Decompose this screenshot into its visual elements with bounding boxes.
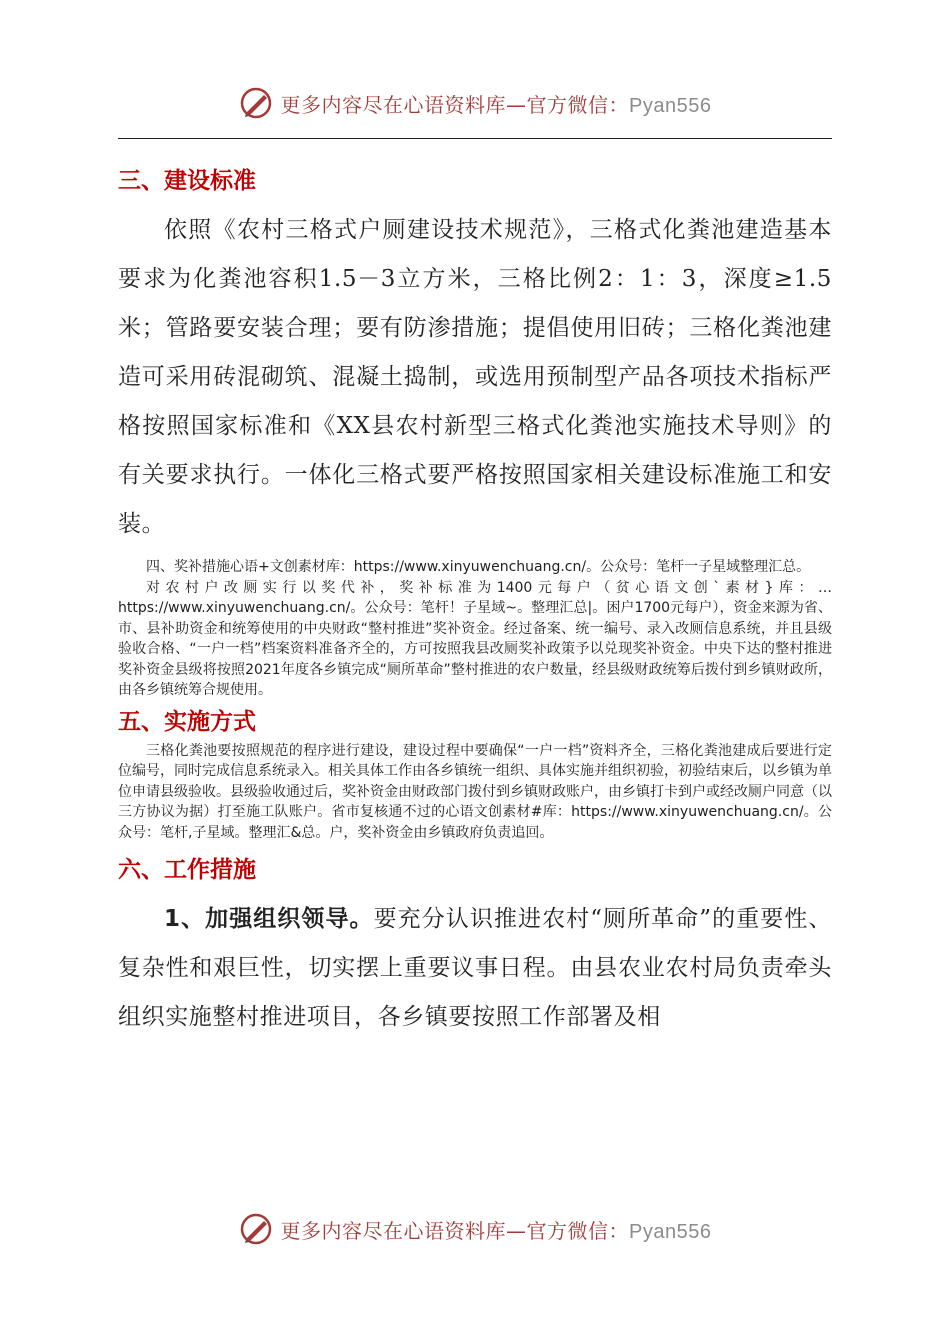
pen-logo-icon <box>239 86 273 120</box>
header-rule <box>118 138 832 139</box>
section-heading-5: 五、实施方式 <box>118 708 256 735</box>
section-3-paragraph: 依照《农村三格式户厕建设技术规范》，三格式化粪池建造基本要求为化粪池容积1.5－3立方米，三格比例2：1：3，深度≥1.5米；管路要安装合理；要有防渗措施；提倡使用旧砖；三格化粪池建造可采用砖混砌筑、混凝土捣制，或选用预制型产品各项技术指标严格按照国家标准和《XX县农村新型三格式化粪池实施技术导则》的有关要求执行。一体化三格式要严格按照国家相关建设标准施工和安装。 <box>118 217 832 537</box>
section-4-heading-line: 四、奖补措施心语+文创素材库：https://www.xinyuwenchuang.cn/。公众号：笔杆一子星域整理汇总。 <box>146 559 811 575</box>
banner-text: 更多内容尽在心语资料库—官方微信： <box>280 92 630 117</box>
section-6-paragraph <box>118 895 832 1042</box>
pen-logo-icon <box>239 1212 273 1246</box>
measure-1-lead: 1、加强组织领导。 <box>164 906 374 932</box>
section-heading-6: 六、工作措施 <box>118 857 256 883</box>
wechat-id: Pyan556 <box>629 1220 712 1243</box>
section-heading-3: 三、建设标准 <box>118 168 256 194</box>
wechat-id: Pyan556 <box>629 94 712 117</box>
document-body <box>118 164 832 1042</box>
footer-banner <box>0 1204 950 1254</box>
section-4-paragraph: 对农村户改厕实行以奖代补，奖补标准为1400元每户（贫心语文创`素材}库：…https://www.xinyuwenchuang.cn/。公众号：笔杆！子星域~。整理汇总|。困户1700元每户），资金来源为省、市、县补助资金和统筹使用的中央财政“整村推进”奖补资金。经过备案、统一编号、录入改厕信息系统，并且县级验收合格、“一户一档”档案资料准备齐全的，方可按照我县改厕奖补政策予以兑现奖补资金。中央下达的整村推进奖补资金县级将按照2021年度各乡镇完成“厕所革命”整村推进的农户数量，经县级财政统筹后拨付到乡镇财政所，由各乡镇统筹合规使用。 <box>118 579 832 698</box>
banner-text: 更多内容尽在心语资料库—官方微信： <box>280 1218 630 1243</box>
header-banner <box>0 78 950 128</box>
measure-1-body: 要充分认识推进农村“厕所革命”的重要性、复杂性和艰巨性，切实摆上重要议事日程。由县农业农村局负责牵头组织实施整村推进项目，各乡镇要按照工作部署及相 <box>118 906 832 1030</box>
section-5-paragraph: 三格化粪池要按照规范的程序进行建设，建设过程中要确保“一户一档”资料齐全，三格化粪池建成后要进行定位编号，同时完成信息系统录入。相关具体工作由各乡镇统一组织、具体实施并组织初验，初验结束后，以乡镇为单位申请县级验收。县级验收通过后，奖补资金由财政部门拨付到乡镇财政账户，由乡镇打卡到户或经改厕户同意（以三方协议为据）打至施工队账户。省市复核通不过的心语文创素材#库：https://www.xinyuwenchuang.cn/。公众号：笔杆,子星域。整理汇&总。户，奖补资金由乡镇政府负责追回。 <box>118 742 832 841</box>
